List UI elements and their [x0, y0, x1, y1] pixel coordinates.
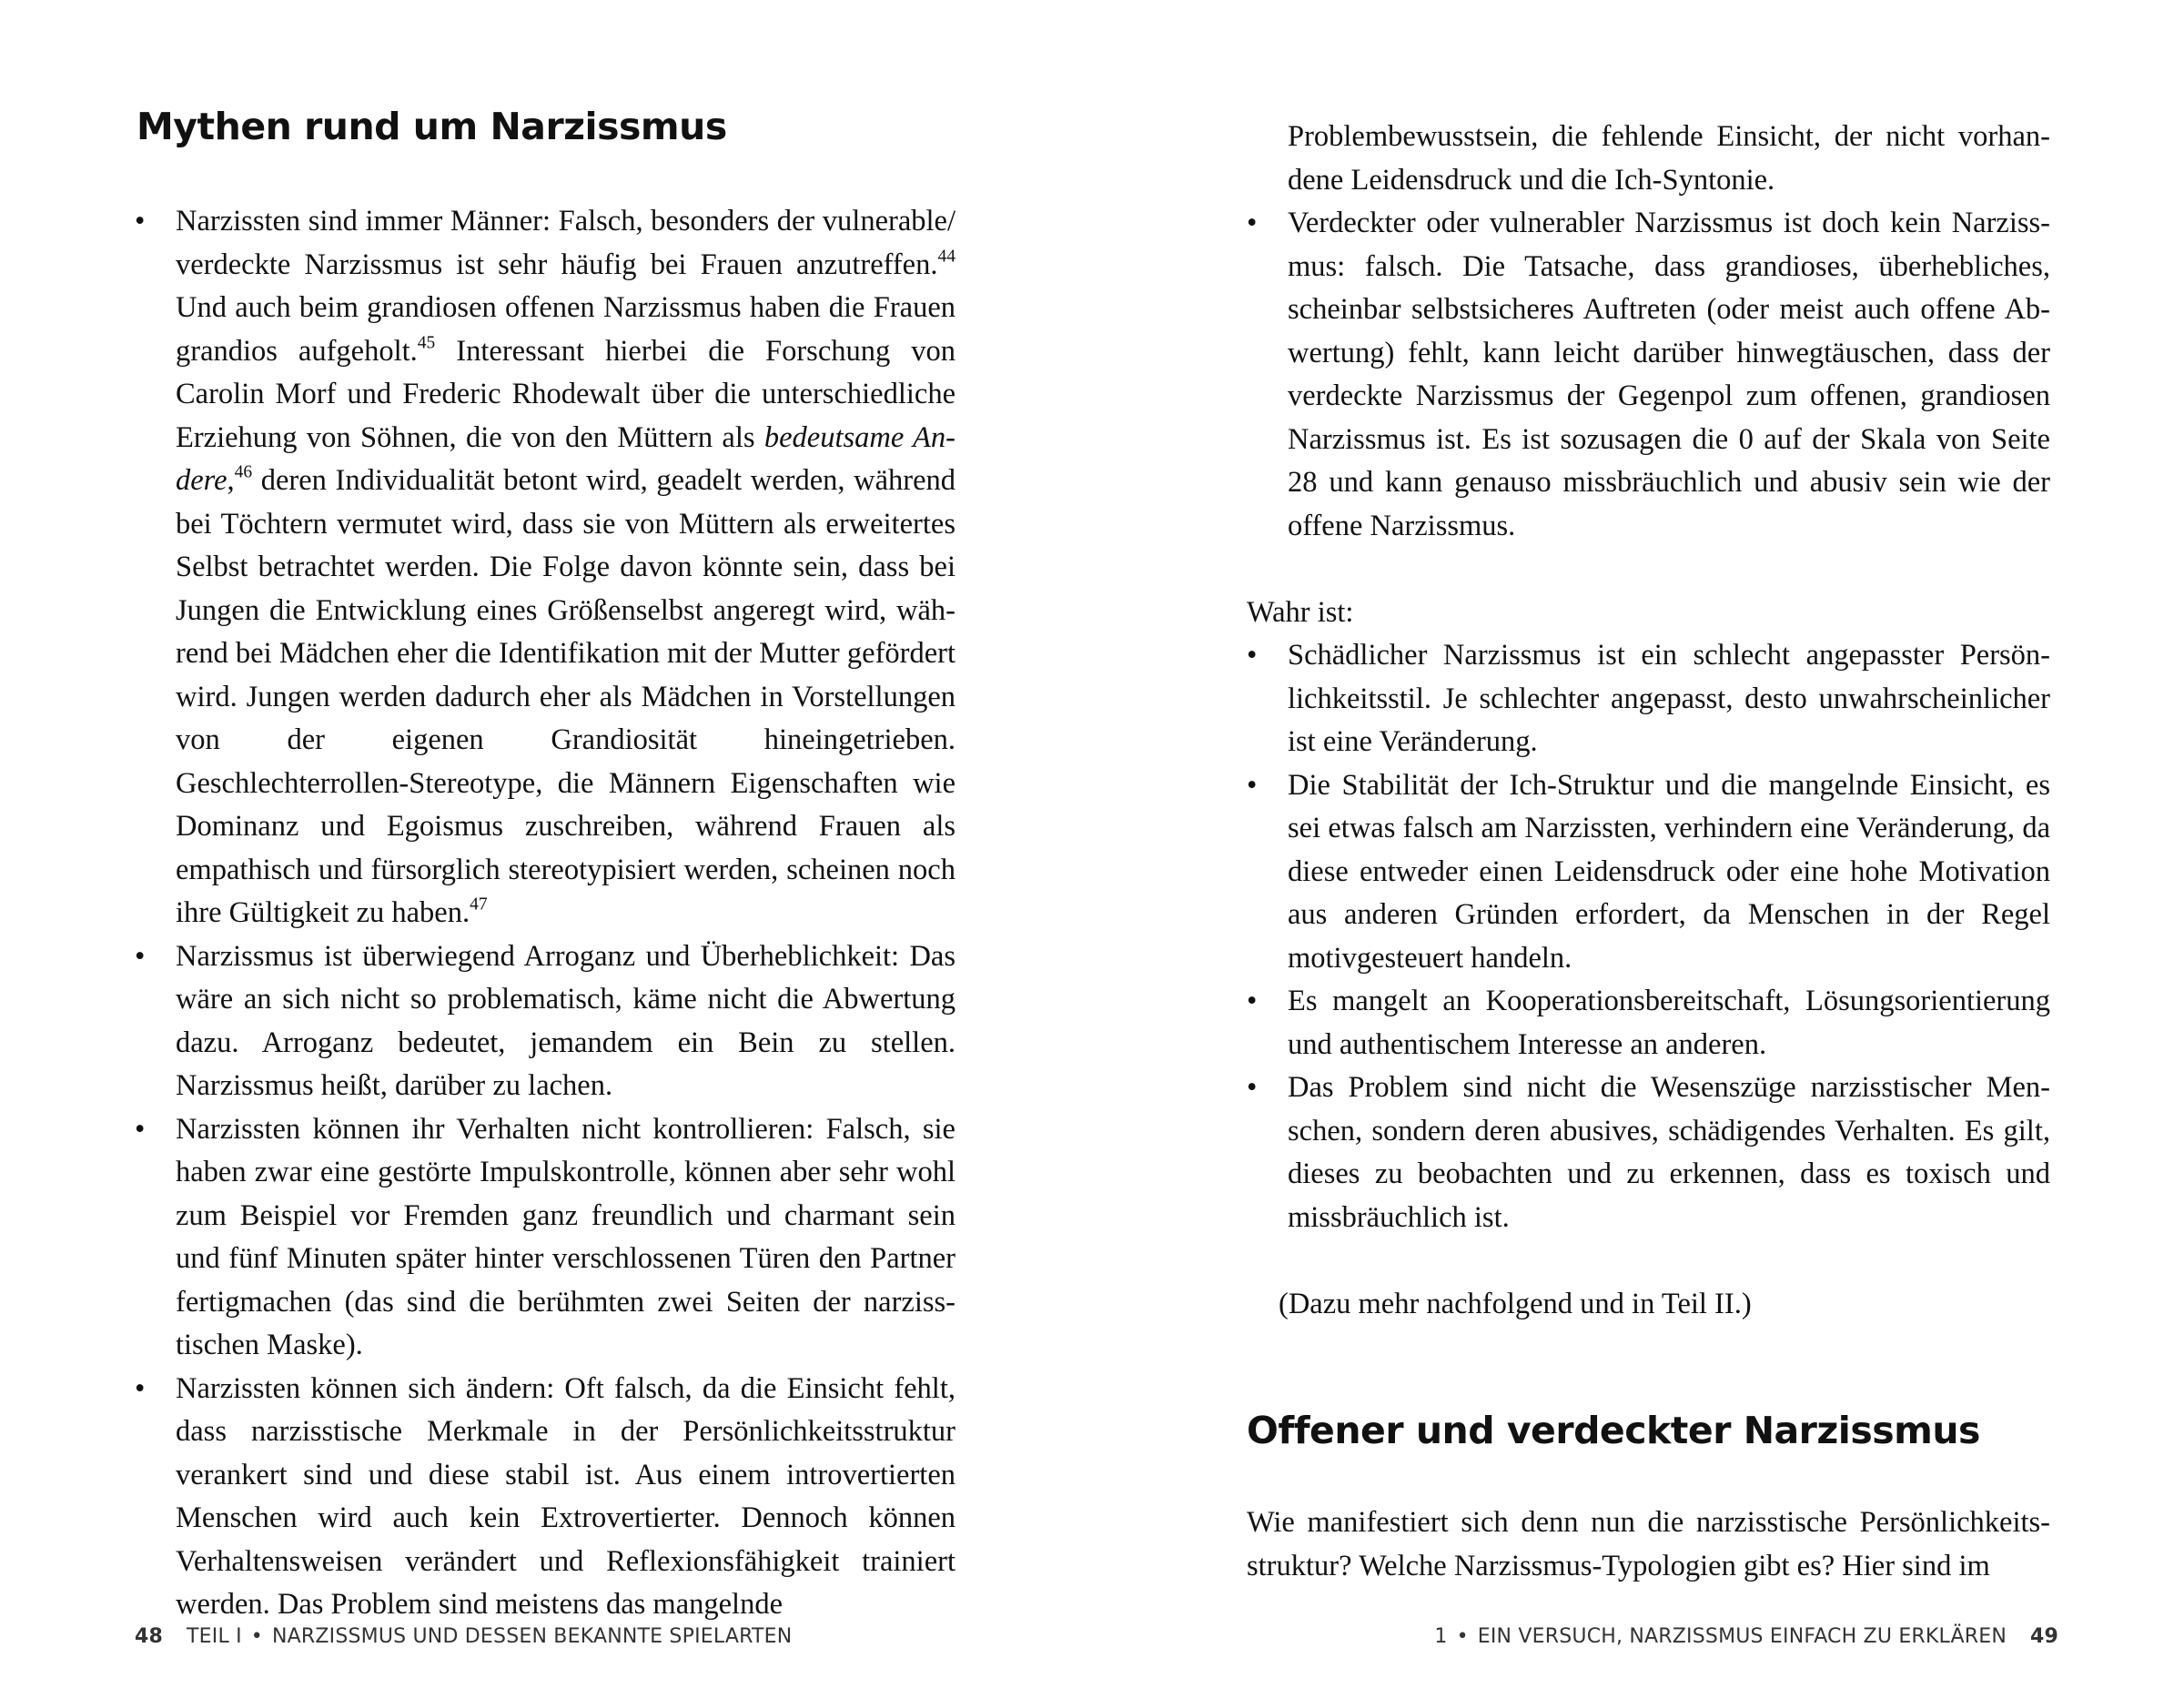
page-number: 49 — [2029, 1625, 2058, 1648]
list-item — [1247, 634, 2050, 764]
running-title: NARZISSMUS UND DESSEN BEKANNTE SPIELARTEN — [271, 1625, 793, 1648]
list-item-text: Narzissten können ihr Verhalten nicht kontrollieren: Falsch, sie haben zwar eine gestörte Impulskontrolle, können aber sehr wohl zum Beispiel vor Fremden ganz freundlich und charmant sein und fünf Minuten später hinter verschlossenen Türen den Partner fertigmachen (das sind die berühmten zwei Seiten der narzisstischen Maske). — [176, 1112, 956, 1361]
section-heading-types: Offener und verdeckter Narzissmus — [1247, 1409, 1980, 1452]
page-footer-left — [135, 1625, 792, 1648]
list-item — [135, 1108, 956, 1368]
running-title: EIN VERSUCH, NARZISSMUS EINFACH ZU ERKLÄREN — [1477, 1625, 2007, 1648]
myths-list-continued — [1247, 202, 2050, 548]
list-item-text: Verdeckter oder vulnerabler Narzissmus ist doch kein Narzissmus: falsch. Die Tatsache, dass grandioses, überhebliches, scheinbar selbstsicheres Auftreten (oder meist auch offene Abwertung) fehlt, kann leicht darüber hinwegtäuschen, dass der verdeckte Narzissmus der Gegenpol zum offenen, grandiosen Narzissmus ist. Es ist sozusagen die 0 auf der Skala von Seite 28 und kann genauso missbräuchlich und abusiv sein wie der offene Narzissmus. — [1288, 207, 2050, 542]
truths-list — [1247, 634, 2050, 1239]
list-item — [1247, 1066, 2050, 1239]
footer-separator: • — [250, 1625, 263, 1648]
footnote-ref: 45 — [417, 332, 436, 352]
bullet-icon: • — [1247, 207, 1258, 239]
list-item-text: Schädlicher Narzissmus ist ein schlecht angepasster Persönlichkeitsstil. Je schlechter angepasst, desto unwahrscheinlicher ist eine Veränderung. — [1288, 639, 2050, 758]
footer-separator: • — [1456, 1625, 1469, 1648]
list-item-text: Es mangelt an Kooperationsbereitschaft, Lösungsorientierung und authentischem Interesse an anderen. — [1288, 985, 2050, 1061]
list-item — [1247, 980, 2050, 1066]
list-item — [135, 1368, 956, 1627]
list-item — [135, 935, 956, 1108]
footer-part: TEIL I — [187, 1625, 242, 1648]
list-item-text: Narzissten sind immer Männer: Falsch, besonders der vulnerable/ verdeckte Narzissmus ist sehr häufig bei Frauen anzutreffen.$^{44}$ Und auch beim grandiosen offenen Narzissmus haben die Frauen grandios aufgeholt.$^{45}$ Interessant hierbei die Forschung von Carolin Morf und Frederic Rhodewalt über die unterschiedliche Erziehung von Söhnen, die von den Müttern als bedeutsame Andere,$^{46}$ deren Individualität betont wird, geadelt werden, während bei Töchtern vermutet wird, dass sie von Müttern als erweitertes Selbst betrachtet werden. Die Folge davon könnte sein, dass bei Jungen die Entwicklung eines Größenselbst angeregt wird, während bei Mädchen eher die Identifikation mit der Mutter gefördert wird. Jungen werden dadurch eher als Mädchen in Vorstellungen von der eigenen Grandiosität hineingetrieben. Geschlechterrollen-Stereotype, die Männern Eigenschaften wie Dominanz und Egoismus zuschreiben, während Frauen als empathisch und fürsorglich stereotypisiert werden, scheinen noch ihre Gültigkeit zu haben.$^{47}$ — [176, 205, 956, 929]
bullet-icon: • — [1247, 1071, 1258, 1104]
list-item — [135, 200, 956, 935]
bullet-icon: • — [135, 939, 146, 973]
cross-reference-note: (Dazu mehr nachfolgend und in Teil II.) — [1279, 1288, 1752, 1320]
continuation-text: Problembewusstsein, die fehlende Einsicht, der nicht vorhandene Leidensdruck und die Ich-Syntonie. — [1288, 120, 2050, 197]
bullet-icon: • — [135, 205, 146, 238]
list-item — [1247, 202, 2050, 548]
footer-chapter: 1 — [1434, 1625, 1448, 1648]
intro-paragraph: Wie manifestiert sich denn nun die narzisstische Persönlichkeitsstruktur? Welche Narzissmus-Typologien gibt es? Hier sind im — [1247, 1506, 2050, 1582]
footnote-ref: 46 — [234, 462, 253, 482]
bullet-icon: • — [135, 1371, 146, 1405]
bullet-icon: • — [135, 1112, 146, 1146]
right-page — [1092, 0, 2184, 1688]
list-item-text: Das Problem sind nicht die Wesenszüge narzisstischer Menschen, sondern deren abusives, schädigendes Verhalten. Es gilt, dieses zu beobachten und zu erkennen, dass es toxisch und missbräuchlich ist. — [1288, 1071, 2050, 1234]
list-item — [1247, 764, 2050, 981]
list-item-text: Narzissmus ist überwiegend Arroganz und Überheblichkeit: Das wäre an sich nicht so problematisch, käme nicht die Abwertung dazu. Arroganz bedeutet, jemandem ein Bein zu stellen. Narzissmus heißt, darüber zu lachen. — [176, 939, 956, 1102]
page-footer-right — [1434, 1625, 2058, 1648]
truths-label: Wahr ist: — [1247, 596, 1354, 629]
list-item-text: Die Stabilität der Ich-Struktur und die mangelnde Einsicht, es sei etwas falsch am Narzissten, verhindern eine Veränderung, da diese entweder einen Leidensdruck oder eine hohe Motivation aus anderen Gründen erfordert, da Menschen in der Regel motivgesteuert handeln. — [1288, 768, 2050, 975]
list-item-text: Narzissten können sich ändern: Oft falsch, da die Einsicht fehlt, dass narzisstische Merkmale in der Persönlichkeitsstruktur verankert sind und diese stabil ist. Aus einem introvertierten Menschen wird auch kein Extrovertierter. Dennoch können Verhaltensweisen verändert und Reflexionsfähigkeit trainiert werden. Das Problem sind meistens das mangelnde — [176, 1371, 956, 1621]
page-number: 48 — [135, 1625, 164, 1648]
bullet-icon: • — [1247, 768, 1258, 802]
emphasis: bedeutsame Andere — [176, 420, 956, 497]
footnote-ref: 47 — [470, 895, 488, 915]
bullet-icon: • — [1247, 985, 1258, 1017]
myths-list — [135, 200, 956, 1627]
section-heading-myths: Mythen rund um Narzissmus — [136, 105, 727, 148]
bullet-icon: • — [1247, 639, 1258, 672]
footnote-ref: 44 — [937, 246, 956, 266]
